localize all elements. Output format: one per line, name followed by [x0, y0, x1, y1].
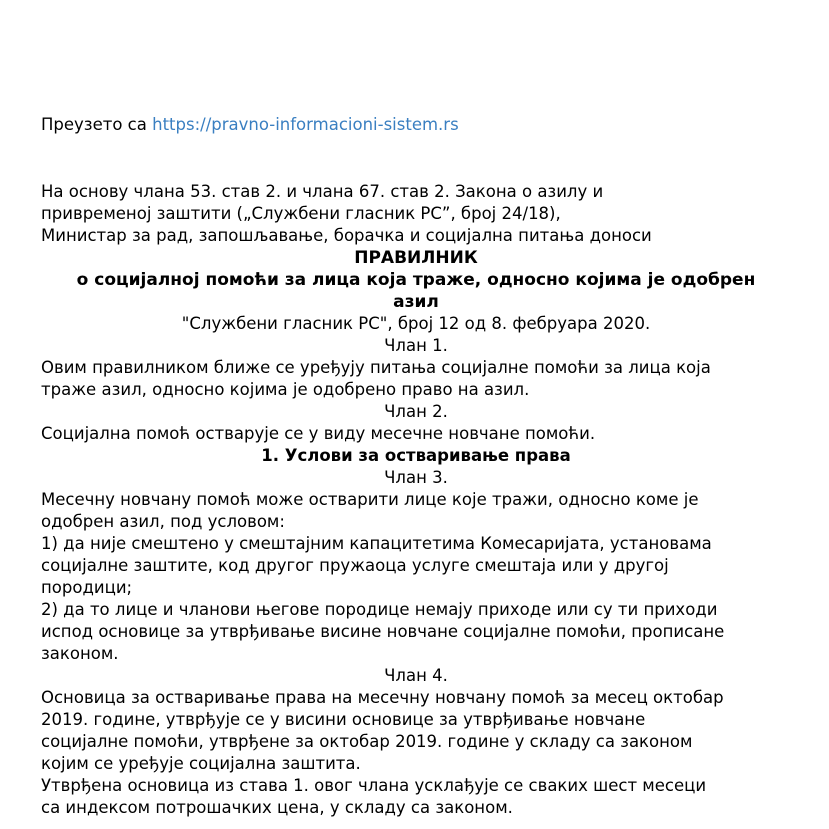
article-text: Утврђена основица из става 1. овог члана усклађује се сваких шест месеци: [41, 776, 707, 795]
article-text: траже азил, односно којима је одобрено право на азил.: [41, 380, 530, 399]
article-heading: Члан 4.: [384, 666, 448, 685]
article-text: 2) да то лице и чланови његове породице немају приходе или су ти приходи: [41, 600, 718, 619]
article-text: социјалне помоћи, утврђене за октобар 2019. године у складу са законом: [41, 732, 693, 751]
article-text: испод основице за утврђивање висине новчане социјалне помоћи, прописане: [41, 622, 725, 641]
article-text: законом.: [41, 644, 119, 663]
article-heading: Члан 3.: [384, 468, 448, 487]
article-text: 2019. године, утврђује се у висини основице за утврђивање новчане: [41, 710, 646, 729]
article-text: Социјална помоћ остварује се у виду месечне новчане помоћи.: [41, 424, 596, 443]
gazette-reference: "Службени гласник РС", број 12 од 8. фебруара 2020.: [181, 314, 651, 333]
document-title: ПРАВИЛНИК: [354, 248, 478, 268]
article-text: 1) да није смештено у смештајним капацитетима Комесаријата, установама: [41, 534, 712, 553]
source-line: [41, 114, 459, 136]
document-subtitle: о социјалној помоћи за лица која траже, односно којима је одобрен: [76, 270, 756, 290]
article-text: којим се уређује социјална заштита.: [41, 754, 361, 773]
article-text: Месечну новчану помоћ може остварити лице које тражи, односно коме је: [41, 490, 699, 509]
preamble-line: На основу члана 53. став 2. и члана 67. став 2. Закона о азилу и: [41, 182, 604, 201]
preamble-line: привременој заштити („Службени гласник РС”, број 24/18),: [41, 204, 561, 223]
source-link[interactable]: https://pravno-informacioni-sistem.rs: [152, 115, 459, 134]
preamble-line: Министар за рад, запошљавање, борачка и социјална питања доноси: [41, 226, 652, 245]
section-heading: 1. Услови за остваривање права: [261, 446, 571, 465]
article-text: социјалне заштите, код другог пружаоца услуге смештаја или у другој: [41, 556, 669, 575]
article-text: са индексом потрошачких цена, у складу са законом.: [41, 798, 513, 817]
article-text: Овим правилником ближе се уређују питања социјалне помоћи за лица која: [41, 358, 711, 377]
article-heading: Члан 2.: [384, 402, 448, 421]
article-text: Основица за остваривање права на месечну новчану помоћ за месец октобар: [41, 688, 724, 707]
article-text: породици;: [41, 578, 133, 597]
article-text: одобрен азил, под условом:: [41, 512, 285, 531]
document-body: [41, 181, 801, 819]
source-label: Преузето са: [41, 115, 147, 134]
article-heading: Члан 1.: [384, 336, 448, 355]
document-subtitle: азил: [393, 292, 439, 312]
